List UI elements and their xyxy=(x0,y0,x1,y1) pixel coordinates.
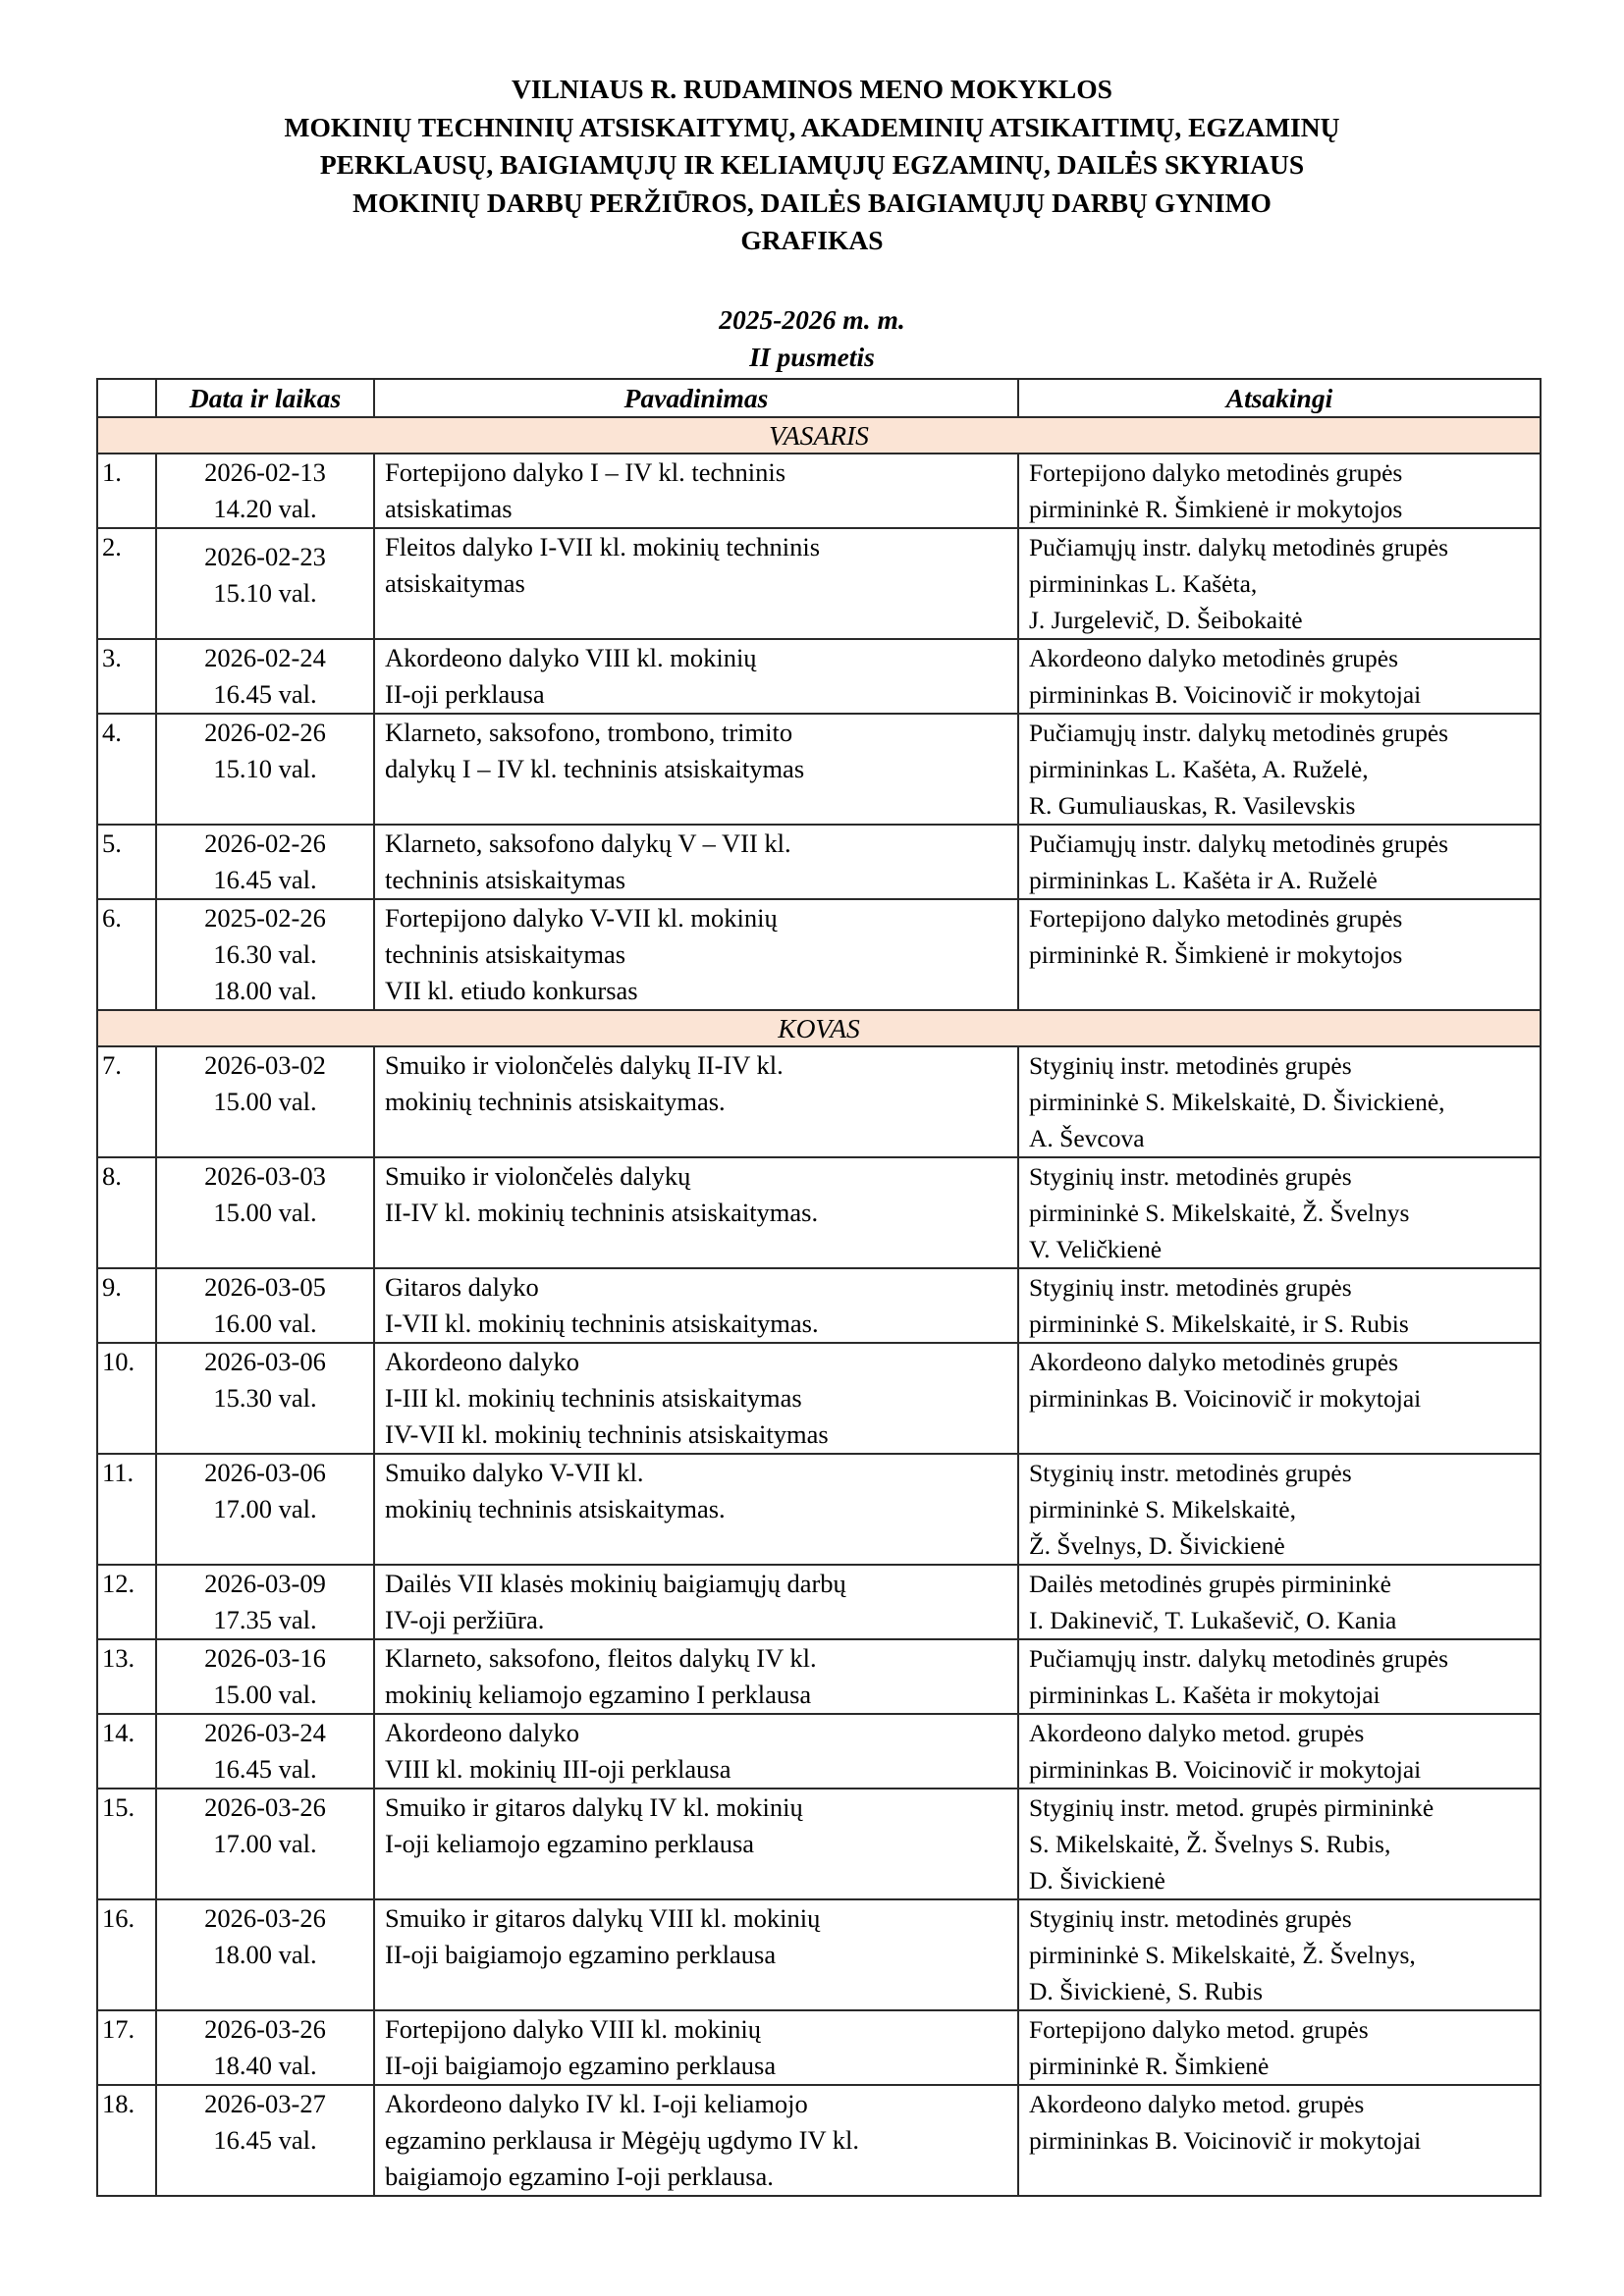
row-number: 14. xyxy=(97,1714,156,1789)
responsible xyxy=(1018,2085,1541,2196)
responsible-line: pirmininkas B. Voicinovič ir mokytojai xyxy=(1029,2126,1422,2155)
responsible xyxy=(1018,454,1541,528)
table-row xyxy=(97,2085,1541,2196)
responsible-line: V. Veličkienė xyxy=(1029,1235,1163,1263)
date-time-line: 2026-03-09 xyxy=(204,1569,326,1598)
row-number: 9. xyxy=(97,1268,156,1343)
date-time xyxy=(156,1157,374,1268)
table-body xyxy=(97,417,1541,2196)
table-row xyxy=(97,1899,1541,2010)
event-name-line: Smuiko ir violončelės dalykų xyxy=(385,1161,691,1191)
date-time-line: 2026-03-05 xyxy=(204,1272,326,1302)
table-row xyxy=(97,1454,1541,1565)
event-name-line: I-oji keliamojo egzamino perklausa xyxy=(385,1829,755,1858)
date-time-line: 2026-03-02 xyxy=(204,1050,326,1080)
table-row xyxy=(97,1046,1541,1157)
row-number: 12. xyxy=(97,1565,156,1639)
date-time-line: 2026-03-26 xyxy=(204,2014,326,2044)
event-name xyxy=(374,454,1018,528)
date-time-line: 2026-03-16 xyxy=(204,1643,326,1673)
title-line: PERKLAUSŲ, BAIGIAMŲJŲ IR KELIAMŲJŲ EGZAMINŲ, DAILĖS SKYRIAUS xyxy=(319,149,1305,180)
title-line: VILNIAUS R. RUDAMINOS MENO MOKYKLOS xyxy=(512,74,1112,104)
date-time xyxy=(156,714,374,825)
responsible-line: pirmininkas B. Voicinovič ir mokytojai xyxy=(1029,680,1422,709)
event-name-line: egzamino perklausa ir Mėgėjų ugdymo IV kl. xyxy=(385,2125,860,2155)
schedule-table xyxy=(96,378,1542,2197)
date-time xyxy=(156,1268,374,1343)
row-number: 15. xyxy=(97,1789,156,1899)
date-time xyxy=(156,1565,374,1639)
date-time-line: 15.00 val. xyxy=(213,1680,317,1709)
event-name xyxy=(374,1157,1018,1268)
date-time-line: 2026-03-06 xyxy=(204,1458,326,1487)
event-name-line: Smuiko dalyko V-VII kl. xyxy=(385,1458,644,1487)
event-name xyxy=(374,1343,1018,1454)
document-subtitle xyxy=(0,301,1624,376)
date-time-line: 16.45 val. xyxy=(213,2125,317,2155)
responsible xyxy=(1018,1639,1541,1714)
date-time xyxy=(156,899,374,1010)
row-number: 11. xyxy=(97,1454,156,1565)
event-name-line: mokinių techninis atsiskaitymas. xyxy=(385,1087,726,1116)
table-row xyxy=(97,714,1541,825)
date-time-line: 15.30 val. xyxy=(213,1383,317,1413)
date-time-line: 14.20 val. xyxy=(213,494,317,523)
table-row xyxy=(97,1639,1541,1714)
event-name-line: Akordeono dalyko IV kl. I-oji keliamojo xyxy=(385,2089,808,2118)
event-name xyxy=(374,1046,1018,1157)
responsible-line: Pučiamųjų instr. dalykų metodinės grupės xyxy=(1029,1644,1449,1673)
responsible-line: pirmininkas L. Kašėta ir A. Ruželė xyxy=(1029,866,1378,894)
responsible-line: pirmininkė S. Mikelskaitė, xyxy=(1029,1495,1296,1523)
row-number: 1. xyxy=(97,454,156,528)
responsible-line: Styginių instr. metodinės grupės xyxy=(1029,1273,1352,1302)
responsible-line: I. Dakinevič, T. Lukaševič, O. Kania xyxy=(1029,1606,1397,1634)
row-number: 3. xyxy=(97,639,156,714)
event-name-line: II-oji perklausa xyxy=(385,679,545,709)
date-time xyxy=(156,2085,374,2196)
responsible-line: pirmininkas L. Kašėta, A. Ruželė, xyxy=(1029,755,1369,783)
row-number: 5. xyxy=(97,825,156,899)
date-time-line: 18.00 val. xyxy=(213,1940,317,1969)
event-name xyxy=(374,2085,1018,2196)
responsible xyxy=(1018,2010,1541,2085)
event-name-line: Fleitos dalyko I-VII kl. mokinių techninis xyxy=(385,532,821,561)
column-header-name: Pavadinimas xyxy=(374,379,1018,417)
table-row xyxy=(97,1343,1541,1454)
event-name xyxy=(374,1789,1018,1899)
date-time-line: 17.35 val. xyxy=(213,1605,317,1634)
event-name xyxy=(374,825,1018,899)
event-name-line: Smuiko ir gitaros dalykų IV kl. mokinių xyxy=(385,1792,803,1822)
row-number: 18. xyxy=(97,2085,156,2196)
row-number: 10. xyxy=(97,1343,156,1454)
date-time-line: 2025-02-26 xyxy=(204,903,326,933)
row-number: 17. xyxy=(97,2010,156,2085)
event-name xyxy=(374,528,1018,639)
responsible-line: Styginių instr. metodinės grupės xyxy=(1029,1051,1352,1080)
responsible-line: pirmininkas L. Kašėta ir mokytojai xyxy=(1029,1681,1380,1709)
responsible-line: pirmininkas L. Kašėta, xyxy=(1029,569,1258,598)
event-name-line: II-oji baigiamojo egzamino perklausa xyxy=(385,2051,777,2080)
responsible xyxy=(1018,1454,1541,1565)
date-time-line: 16.45 val. xyxy=(213,865,317,894)
date-time-line: 15.10 val. xyxy=(213,578,317,608)
responsible xyxy=(1018,1714,1541,1789)
date-time-line: 15.00 val. xyxy=(213,1087,317,1116)
responsible xyxy=(1018,1899,1541,2010)
date-time-line: 16.45 val. xyxy=(213,679,317,709)
responsible-line: S. Mikelskaitė, Ž. Švelnys S. Rubis, xyxy=(1029,1830,1391,1858)
responsible-line: Pučiamųjų instr. dalykų metodinės grupės xyxy=(1029,533,1449,561)
event-name-line: I-III kl. mokinių techninis atsiskaitymas xyxy=(385,1383,802,1413)
date-time-line: 17.00 val. xyxy=(213,1829,317,1858)
event-name-line: Fortepijono dalyko I – IV kl. techninis xyxy=(385,457,786,487)
event-name xyxy=(374,639,1018,714)
date-time-line: 16.45 val. xyxy=(213,1754,317,1784)
event-name xyxy=(374,2010,1018,2085)
responsible-line: D. Šivickienė xyxy=(1029,1866,1165,1895)
date-time xyxy=(156,1899,374,2010)
responsible-line: pirmininkė S. Mikelskaitė, ir S. Rubis xyxy=(1029,1309,1409,1338)
responsible xyxy=(1018,714,1541,825)
responsible-line: Styginių instr. metodinės grupės xyxy=(1029,1904,1352,1933)
responsible-line: Dailės metodinės grupės pirmininkė xyxy=(1029,1570,1391,1598)
month-label: KOVAS xyxy=(97,1010,1541,1046)
date-time-line: 2026-02-26 xyxy=(204,828,326,858)
row-number: 4. xyxy=(97,714,156,825)
event-name-line: Gitaros dalyko xyxy=(385,1272,539,1302)
event-name-line: II-oji baigiamojo egzamino perklausa xyxy=(385,1940,777,1969)
semester: II pusmetis xyxy=(749,342,875,372)
row-number: 7. xyxy=(97,1046,156,1157)
column-header-responsible: Atsakingi xyxy=(1018,379,1541,417)
event-name-line: Fortepijono dalyko VIII kl. mokinių xyxy=(385,2014,761,2044)
event-name-line: Klarneto, saksofono, fleitos dalykų IV kl. xyxy=(385,1643,817,1673)
responsible-line: pirmininkas B. Voicinovič ir mokytojai xyxy=(1029,1755,1422,1784)
responsible-line: Akordeono dalyko metodinės grupės xyxy=(1029,1348,1399,1376)
event-name-line: Klarneto, saksofono, trombono, trimito xyxy=(385,718,793,747)
event-name-line: Smuiko ir gitaros dalykų VIII kl. mokinių xyxy=(385,1903,821,1933)
event-name-line: dalykų I – IV kl. techninis atsiskaitymas xyxy=(385,754,805,783)
responsible-line: Ž. Švelnys, D. Šivickienė xyxy=(1029,1531,1285,1560)
responsible-line: Fortepijono dalyko metodinės grupės xyxy=(1029,458,1403,487)
date-time xyxy=(156,1789,374,1899)
responsible xyxy=(1018,1157,1541,1268)
date-time-line: 2026-02-23 xyxy=(204,542,326,571)
event-name-line: atsiskaitymas xyxy=(385,568,525,598)
date-time xyxy=(156,639,374,714)
responsible-line: Akordeono dalyko metodinės grupės xyxy=(1029,644,1399,672)
date-time xyxy=(156,454,374,528)
row-number: 13. xyxy=(97,1639,156,1714)
event-name xyxy=(374,1565,1018,1639)
responsible xyxy=(1018,825,1541,899)
responsible-line: A. Ševcova xyxy=(1029,1124,1145,1152)
table-row xyxy=(97,899,1541,1010)
table-row xyxy=(97,1157,1541,1268)
responsible xyxy=(1018,1565,1541,1639)
date-time xyxy=(156,825,374,899)
responsible-line: pirmininkas B. Voicinovič ir mokytojai xyxy=(1029,1384,1422,1413)
date-time xyxy=(156,1714,374,1789)
row-number: 6. xyxy=(97,899,156,1010)
responsible xyxy=(1018,899,1541,1010)
table-row xyxy=(97,454,1541,528)
date-time-line: 16.30 val. xyxy=(213,939,317,969)
event-name xyxy=(374,1454,1018,1565)
responsible-line: Pučiamųjų instr. dalykų metodinės grupės xyxy=(1029,719,1449,747)
responsible-line: R. Gumuliauskas, R. Vasilevskis xyxy=(1029,791,1356,820)
event-name-line: baigiamojo egzamino I-oji perklausa. xyxy=(385,2162,774,2191)
event-name-line: II-IV kl. mokinių techninis atsiskaitymas. xyxy=(385,1198,819,1227)
responsible-line: pirmininkė S. Mikelskaitė, Ž. Švelnys, xyxy=(1029,1941,1416,1969)
event-name-line: VII kl. etiudo konkursas xyxy=(385,976,638,1005)
responsible-line: J. Jurgelevič, D. Šeibokaitė xyxy=(1029,606,1303,634)
date-time-line: 2026-03-03 xyxy=(204,1161,326,1191)
date-time-line: 2026-02-13 xyxy=(204,457,326,487)
table-row xyxy=(97,825,1541,899)
event-name-line: Fortepijono dalyko V-VII kl. mokinių xyxy=(385,903,778,933)
date-time xyxy=(156,528,374,639)
date-time-line: 16.00 val. xyxy=(213,1308,317,1338)
event-name xyxy=(374,1268,1018,1343)
table-row xyxy=(97,639,1541,714)
responsible-line: pirmininkė R. Šimkienė ir mokytojos xyxy=(1029,495,1403,523)
date-time-line: 18.00 val. xyxy=(213,976,317,1005)
event-name-line: atsiskatimas xyxy=(385,494,513,523)
date-time xyxy=(156,2010,374,2085)
event-name-line: Dailės VII klasės mokinių baigiamųjų darbų xyxy=(385,1569,846,1598)
responsible xyxy=(1018,1789,1541,1899)
event-name-line: IV-VII kl. mokinių techninis atsiskaitymas xyxy=(385,1419,829,1449)
event-name xyxy=(374,1899,1018,2010)
date-time xyxy=(156,1639,374,1714)
date-time xyxy=(156,1343,374,1454)
date-time-line: 2026-02-26 xyxy=(204,718,326,747)
event-name-line: Klarneto, saksofono dalykų V – VII kl. xyxy=(385,828,791,858)
column-header-date: Data ir laikas xyxy=(156,379,374,417)
responsible-line: Styginių instr. metodinės grupės xyxy=(1029,1459,1352,1487)
date-time-line: 2026-02-24 xyxy=(204,643,326,672)
responsible-line: pirmininkė S. Mikelskaitė, Ž. Švelnys xyxy=(1029,1199,1410,1227)
responsible-line: pirmininkė R. Šimkienė xyxy=(1029,2052,1270,2080)
event-name xyxy=(374,1639,1018,1714)
table-row xyxy=(97,1268,1541,1343)
event-name-line: Akordeono dalyko xyxy=(385,1347,579,1376)
responsible-line: Pučiamųjų instr. dalykų metodinės grupės xyxy=(1029,829,1449,858)
responsible xyxy=(1018,1268,1541,1343)
event-name-line: IV-oji peržiūra. xyxy=(385,1605,545,1634)
event-name-line: techninis atsiskaitymas xyxy=(385,865,626,894)
responsible xyxy=(1018,528,1541,639)
date-time-line: 18.40 val. xyxy=(213,2051,317,2080)
document-title xyxy=(0,71,1624,260)
table-row xyxy=(97,2010,1541,2085)
responsible-line: Akordeono dalyko metod. grupės xyxy=(1029,1719,1365,1747)
responsible-line: Akordeono dalyko metod. grupės xyxy=(1029,2090,1365,2118)
title-line: MOKINIŲ DARBŲ PERŽIŪROS, DAILĖS BAIGIAMŲJŲ DARBŲ GYNIMO xyxy=(352,187,1272,218)
table-row xyxy=(97,1789,1541,1899)
table-header-row xyxy=(97,379,1541,417)
school-year: 2025-2026 m. m. xyxy=(719,304,905,335)
date-time-line: 15.00 val. xyxy=(213,1198,317,1227)
event-name-line: Akordeono dalyko VIII kl. mokinių xyxy=(385,643,757,672)
month-label: VASARIS xyxy=(97,417,1541,454)
month-band xyxy=(97,1010,1541,1046)
responsible-line: pirmininkė S. Mikelskaitė, D. Šivickienė, xyxy=(1029,1088,1445,1116)
event-name-line: mokinių techninis atsiskaitymas. xyxy=(385,1494,726,1523)
row-number: 8. xyxy=(97,1157,156,1268)
responsible-line: Styginių instr. metod. grupės pirmininkė xyxy=(1029,1793,1435,1822)
responsible-line: pirmininkė R. Šimkienė ir mokytojos xyxy=(1029,940,1403,969)
responsible-line: Fortepijono dalyko metodinės grupės xyxy=(1029,904,1403,933)
row-number: 2. xyxy=(97,528,156,639)
title-line: GRAFIKAS xyxy=(740,225,884,255)
table-row xyxy=(97,1714,1541,1789)
responsible-line: Fortepijono dalyko metod. grupės xyxy=(1029,2015,1369,2044)
row-number: 16. xyxy=(97,1899,156,2010)
event-name xyxy=(374,714,1018,825)
date-time-line: 2026-03-27 xyxy=(204,2089,326,2118)
date-time xyxy=(156,1454,374,1565)
date-time-line: 2026-03-26 xyxy=(204,1792,326,1822)
event-name-line: mokinių keliamojo egzamino I perklausa xyxy=(385,1680,812,1709)
month-band xyxy=(97,417,1541,454)
date-time-line: 17.00 val. xyxy=(213,1494,317,1523)
event-name-line: I-VII kl. mokinių techninis atsiskaitymas. xyxy=(385,1308,819,1338)
table-row xyxy=(97,1565,1541,1639)
column-header-number xyxy=(97,379,156,417)
responsible xyxy=(1018,1343,1541,1454)
event-name xyxy=(374,899,1018,1010)
responsible xyxy=(1018,639,1541,714)
event-name-line: Akordeono dalyko xyxy=(385,1718,579,1747)
responsible xyxy=(1018,1046,1541,1157)
date-time-line: 15.10 val. xyxy=(213,754,317,783)
date-time xyxy=(156,1046,374,1157)
event-name-line: VIII kl. mokinių III-oji perklausa xyxy=(385,1754,731,1784)
event-name xyxy=(374,1714,1018,1789)
table-row xyxy=(97,528,1541,639)
responsible-line: D. Šivickienė, S. Rubis xyxy=(1029,1977,1264,2005)
title-line: MOKINIŲ TECHNINIŲ ATSISKAITYMŲ, AKADEMINIŲ ATSIKAITIMŲ, EGZAMINŲ xyxy=(284,111,1340,142)
date-time-line: 2026-03-26 xyxy=(204,1903,326,1933)
responsible-line: Styginių instr. metodinės grupės xyxy=(1029,1162,1352,1191)
event-name-line: Smuiko ir violončelės dalykų II-IV kl. xyxy=(385,1050,784,1080)
date-time-line: 2026-03-06 xyxy=(204,1347,326,1376)
event-name-line: techninis atsiskaitymas xyxy=(385,939,626,969)
date-time-line: 2026-03-24 xyxy=(204,1718,326,1747)
